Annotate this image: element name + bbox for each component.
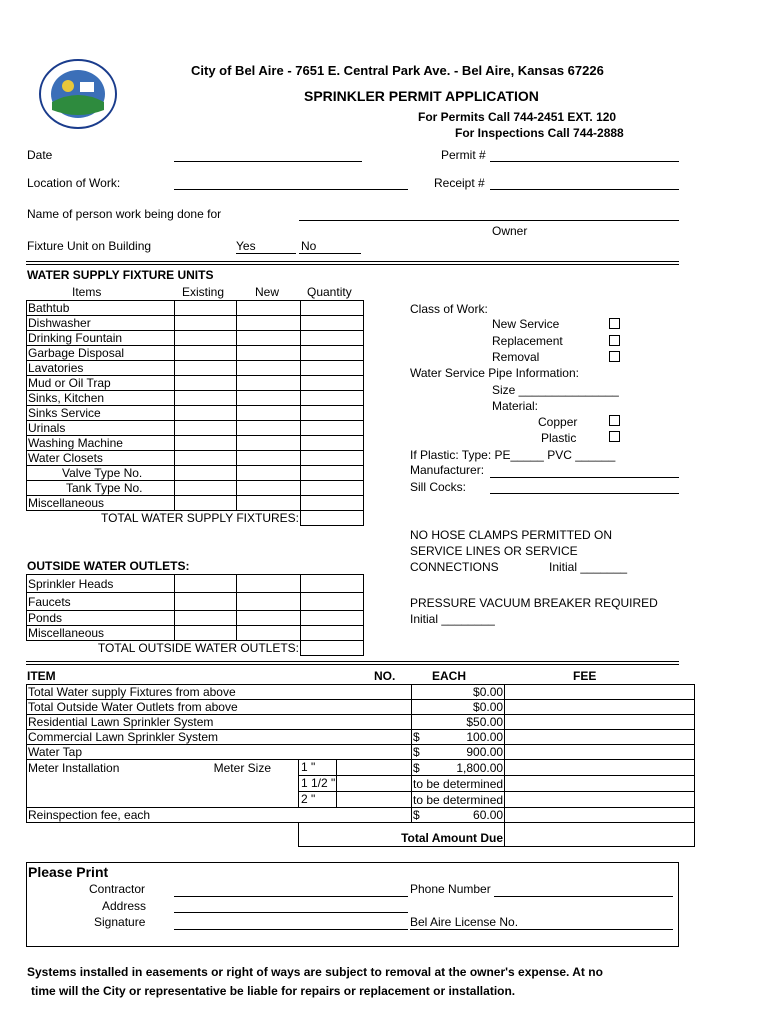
checkbox-plastic[interactable] — [609, 431, 620, 442]
table-row — [27, 301, 364, 316]
location-field[interactable] — [174, 189, 408, 190]
fee-item-label: Commercial Lawn Sprinkler System — [27, 730, 412, 745]
fixture-item-label: Mud or Oil Trap — [27, 376, 175, 391]
phone-field[interactable] — [494, 896, 673, 897]
meter-item-cell — [27, 760, 299, 776]
each-cell — [412, 715, 505, 730]
signature-field[interactable] — [174, 929, 408, 930]
fixture-subitem-label: Tank Type No. — [27, 481, 175, 496]
quantity-cell[interactable] — [301, 451, 364, 466]
meter-size-box — [299, 776, 337, 791]
existing-cell[interactable] — [175, 466, 237, 481]
checkbox-removal[interactable] — [609, 351, 620, 362]
existing-cell[interactable] — [175, 346, 237, 361]
fixture-item-label: Garbage Disposal — [27, 346, 175, 361]
class-of-work-heading: Class of Work: — [410, 302, 488, 316]
quantity-cell[interactable] — [301, 361, 364, 376]
fee-row — [27, 730, 695, 745]
each-cell — [412, 792, 505, 808]
table-row — [27, 406, 364, 421]
new-cell[interactable] — [237, 361, 301, 376]
receipt-field[interactable] — [490, 189, 679, 190]
total-row — [27, 641, 364, 656]
existing-cell[interactable] — [175, 391, 237, 406]
table-row — [27, 611, 364, 626]
fee-cell[interactable] — [505, 792, 695, 808]
fee-item-label: Reinspection fee, each — [27, 808, 412, 823]
quantity-cell[interactable] — [301, 611, 364, 626]
existing-cell[interactable] — [175, 316, 237, 331]
quantity-cell[interactable] — [301, 376, 364, 391]
fixture-item-label: Water Closets — [27, 451, 175, 466]
hose-notice-2: SERVICE LINES OR SERVICE — [410, 544, 578, 558]
meter-size-value: 2 " — [301, 792, 316, 806]
table-row — [27, 451, 364, 466]
meter-item-cell — [27, 792, 299, 808]
fee-col-fee: FEE — [573, 669, 597, 683]
col-quantity: Quantity — [307, 285, 352, 299]
table-row — [27, 496, 364, 511]
existing-cell[interactable] — [175, 496, 237, 511]
existing-cell[interactable] — [175, 481, 237, 496]
each-cell — [412, 776, 505, 792]
new-cell[interactable] — [237, 301, 301, 316]
option-new-service: New Service — [492, 317, 560, 331]
meter-size-cell — [299, 792, 412, 808]
phone-label: Phone Number — [410, 882, 491, 896]
new-cell[interactable] — [237, 421, 301, 436]
fee-table — [26, 684, 695, 847]
quantity-cell[interactable] — [301, 593, 364, 611]
new-cell[interactable] — [237, 593, 301, 611]
fixture-item-label: Dishwasher — [27, 316, 175, 331]
each-value: to be determined — [413, 792, 504, 807]
each-value: $0.00 — [473, 685, 504, 699]
total-row — [27, 511, 364, 526]
quantity-cell[interactable] — [301, 421, 364, 436]
new-cell[interactable] — [237, 316, 301, 331]
fixture-item-label: Lavatories — [27, 361, 175, 376]
fee-col-item: ITEM — [27, 669, 56, 683]
page-title: SPRINKLER PERMIT APPLICATION — [304, 88, 539, 104]
table-row — [27, 421, 364, 436]
quantity-cell[interactable] — [301, 481, 364, 496]
pipe-size-label: Size _______________ — [492, 383, 619, 397]
section-divider-fees — [26, 661, 679, 665]
permit-label: Permit # — [441, 148, 486, 162]
meter-size-box — [299, 760, 337, 775]
contractor-field[interactable] — [174, 896, 408, 897]
table-row — [27, 466, 364, 481]
fee-cell[interactable] — [505, 685, 695, 700]
owner-label: Owner — [492, 224, 528, 238]
no-option[interactable]: No — [301, 239, 317, 253]
address-field[interactable] — [174, 912, 408, 913]
pvb-notice: PRESSURE VACUUM BREAKER REQUIRED — [410, 596, 658, 610]
total-amount-label: Total Amount Due — [299, 823, 505, 847]
table-row — [27, 575, 364, 593]
quantity-cell[interactable] — [301, 346, 364, 361]
fee-row — [27, 792, 695, 808]
location-label: Location of Work: — [27, 176, 121, 190]
fixture-item-label: Sinks Service — [27, 406, 175, 421]
fee-item-label: Residential Lawn Sprinkler System — [27, 715, 412, 730]
water-supply-table — [26, 300, 364, 526]
quantity-cell[interactable] — [301, 391, 364, 406]
quantity-cell[interactable] — [301, 331, 364, 346]
col-new: New — [255, 285, 280, 299]
each-cell — [412, 700, 505, 715]
option-removal: Removal — [492, 350, 540, 364]
fee-item-label: Total Outside Water Outlets from above — [27, 700, 412, 715]
fee-row — [27, 700, 695, 715]
fee-col-no: NO. — [374, 669, 396, 683]
hose-initial[interactable]: Initial _______ — [549, 560, 628, 574]
checkbox-new-service[interactable] — [609, 318, 620, 329]
each-cell — [412, 745, 505, 760]
outlet-item-label: Miscellaneous — [27, 626, 175, 641]
new-cell[interactable] — [237, 481, 301, 496]
no-underline — [299, 253, 361, 254]
permit-field[interactable] — [490, 161, 679, 162]
license-label: Bel Aire License No. — [410, 915, 519, 929]
each-cell — [412, 760, 505, 776]
currency-symbol: $ — [413, 745, 420, 759]
col-existing: Existing — [182, 285, 225, 299]
existing-cell[interactable] — [175, 406, 237, 421]
table-row — [27, 391, 364, 406]
sill-cocks-label: Sill Cocks: — [410, 480, 467, 494]
fee-cell[interactable] — [505, 715, 695, 730]
meter-size-cell — [299, 760, 412, 776]
fixture-item-label: Washing Machine — [27, 436, 175, 451]
existing-cell[interactable] — [175, 575, 237, 593]
outside-total-cell[interactable] — [301, 641, 364, 656]
fee-cell[interactable] — [505, 730, 695, 745]
contractor-label: Contractor — [89, 882, 146, 896]
manufacturer-field[interactable] — [490, 477, 679, 478]
table-row — [27, 593, 364, 611]
existing-cell[interactable] — [175, 361, 237, 376]
table-row — [27, 376, 364, 391]
outlet-item-label: Ponds — [27, 611, 175, 626]
permits-call: For Permits Call 744-2451 EXT. 120 — [418, 110, 617, 124]
checkbox-replacement[interactable] — [609, 335, 620, 346]
quantity-cell[interactable] — [301, 496, 364, 511]
new-cell[interactable] — [237, 575, 301, 593]
new-cell[interactable] — [237, 406, 301, 421]
existing-cell[interactable] — [175, 331, 237, 346]
quantity-cell[interactable] — [301, 626, 364, 641]
fee-col-each: EACH — [432, 669, 467, 683]
fee-cell[interactable] — [505, 760, 695, 776]
existing-cell[interactable] — [175, 436, 237, 451]
table-row — [27, 346, 364, 361]
each-cell — [412, 730, 505, 745]
please-print-heading: Please Print — [28, 864, 109, 880]
each-value: 100.00 — [466, 730, 504, 744]
new-cell[interactable] — [237, 451, 301, 466]
fee-row — [27, 808, 695, 823]
existing-cell[interactable] — [175, 611, 237, 626]
table-row — [27, 331, 364, 346]
each-value: to be determined — [413, 776, 504, 791]
new-cell[interactable] — [237, 331, 301, 346]
license-field[interactable] — [410, 929, 673, 930]
outside-total-label: TOTAL OUTSIDE WATER OUTLETS: — [27, 641, 301, 656]
manufacturer-label: Manufacturer: — [410, 463, 485, 477]
hose-notice-3: CONNECTIONS — [410, 560, 499, 574]
water-supply-total-cell[interactable] — [301, 511, 364, 526]
date-label: Date — [27, 148, 53, 162]
water-supply-heading: WATER SUPPLY FIXTURE UNITS — [27, 268, 214, 282]
existing-cell[interactable] — [175, 593, 237, 611]
outside-table — [26, 574, 364, 656]
table-row — [27, 436, 364, 451]
blank-cell — [27, 823, 299, 847]
each-cell — [412, 808, 505, 823]
fee-row — [27, 685, 695, 700]
total-amount-cell[interactable] — [505, 823, 695, 847]
name-label: Name of person work being done for — [27, 207, 222, 221]
table-row — [27, 316, 364, 331]
each-value: $0.00 — [473, 700, 504, 714]
total-amount-row — [27, 823, 695, 847]
existing-cell[interactable] — [175, 421, 237, 436]
new-cell[interactable] — [237, 496, 301, 511]
plastic-type-label: If Plastic: Type: PE_____ PVC ______ — [410, 448, 616, 462]
fee-item-label: Total Water supply Fixtures from above — [27, 685, 412, 700]
quantity-cell[interactable] — [301, 301, 364, 316]
meter-size-box — [299, 792, 337, 807]
fixture-item-label: Miscellaneous — [27, 496, 175, 511]
yes-underline — [236, 253, 296, 254]
fee-cell[interactable] — [505, 745, 695, 760]
new-cell[interactable] — [237, 466, 301, 481]
quantity-cell[interactable] — [301, 406, 364, 421]
checkbox-copper[interactable] — [609, 415, 620, 426]
fee-row — [27, 715, 695, 730]
fee-cell[interactable] — [505, 776, 695, 792]
address-label: Address — [102, 899, 147, 913]
meter-size-value: 1 " — [301, 760, 316, 774]
sill-cocks-field[interactable] — [490, 493, 679, 494]
outlet-item-label: Faucets — [27, 593, 175, 611]
fee-row — [27, 776, 695, 792]
fee-item-label: Water Tap — [27, 745, 412, 760]
outside-heading: OUTSIDE WATER OUTLETS: — [27, 559, 190, 573]
table-row — [27, 626, 364, 641]
fee-row — [27, 760, 695, 776]
new-cell[interactable] — [237, 391, 301, 406]
meter-size-value: 1 1/2 " — [301, 776, 336, 790]
fixture-item-label: Sinks, Kitchen — [27, 391, 175, 406]
quantity-cell[interactable] — [301, 575, 364, 593]
option-copper: Copper — [538, 415, 578, 429]
fixture-item-label: Urinals — [27, 421, 175, 436]
quantity-cell[interactable] — [301, 436, 364, 451]
table-row — [27, 481, 364, 496]
each-value: 900.00 — [466, 745, 504, 759]
pvb-initial[interactable]: Initial ________ — [410, 612, 495, 626]
new-cell[interactable] — [237, 626, 301, 641]
fixture-item-label: Bathtub — [27, 301, 175, 316]
hose-notice-1: NO HOSE CLAMPS PERMITTED ON — [410, 528, 613, 542]
currency-symbol: $ — [413, 808, 420, 822]
fixture-subitem-label: Valve Type No. — [27, 466, 175, 481]
receipt-label: Receipt # — [434, 176, 485, 190]
each-value: $50.00 — [466, 715, 504, 729]
fee-cell[interactable] — [505, 700, 695, 715]
existing-cell[interactable] — [175, 376, 237, 391]
meter-installation-label: Meter Installation — [28, 760, 120, 775]
option-plastic: Plastic — [541, 431, 577, 445]
fixture-unit-label: Fixture Unit on Building — [27, 239, 152, 253]
date-field[interactable] — [174, 161, 362, 162]
city-seal — [38, 58, 118, 130]
water-supply-total-label: TOTAL WATER SUPPLY FIXTURES: — [27, 511, 301, 526]
currency-symbol: $ — [413, 760, 420, 775]
yes-option[interactable]: Yes — [236, 239, 256, 253]
existing-cell[interactable] — [175, 451, 237, 466]
fee-cell[interactable] — [505, 808, 695, 823]
each-cell — [412, 685, 505, 700]
new-cell[interactable] — [237, 436, 301, 451]
section-divider-top — [26, 261, 679, 265]
table-row — [27, 361, 364, 376]
meter-item-cell — [27, 776, 299, 792]
footer-line-2: time will the City or representative be liable for repairs or replacement or installation. — [31, 984, 516, 998]
meter-size-cell — [299, 776, 412, 792]
inspections-call: For Inspections Call 744-2888 — [455, 126, 624, 140]
material-label: Material: — [492, 399, 539, 413]
signature-label: Signature — [94, 915, 146, 929]
currency-symbol: $ — [413, 730, 420, 744]
each-value: 60.00 — [473, 808, 504, 822]
col-items: Items — [72, 285, 102, 299]
new-cell[interactable] — [237, 346, 301, 361]
fee-row — [27, 745, 695, 760]
existing-cell[interactable] — [175, 626, 237, 641]
footer-line-1: Systems installed in easements or right of ways are subject to removal at the owner's expense. At no — [27, 965, 603, 979]
quantity-cell[interactable] — [301, 316, 364, 331]
owner-field[interactable] — [299, 220, 679, 221]
new-cell[interactable] — [237, 611, 301, 626]
option-replacement: Replacement — [492, 334, 563, 348]
fixture-item-label: Drinking Fountain — [27, 331, 175, 346]
existing-cell[interactable] — [175, 301, 237, 316]
outlet-item-label: Sprinkler Heads — [27, 575, 175, 593]
meter-size-label: Meter Size — [213, 760, 271, 775]
pipe-info-label: Water Service Pipe Information: — [410, 366, 579, 380]
each-value: 1,800.00 — [456, 760, 504, 775]
quantity-cell[interactable] — [301, 466, 364, 481]
new-cell[interactable] — [237, 376, 301, 391]
city-address-line: City of Bel Aire - 7651 E. Central Park Ave. - Bel Aire, Kansas 67226 — [191, 63, 604, 78]
